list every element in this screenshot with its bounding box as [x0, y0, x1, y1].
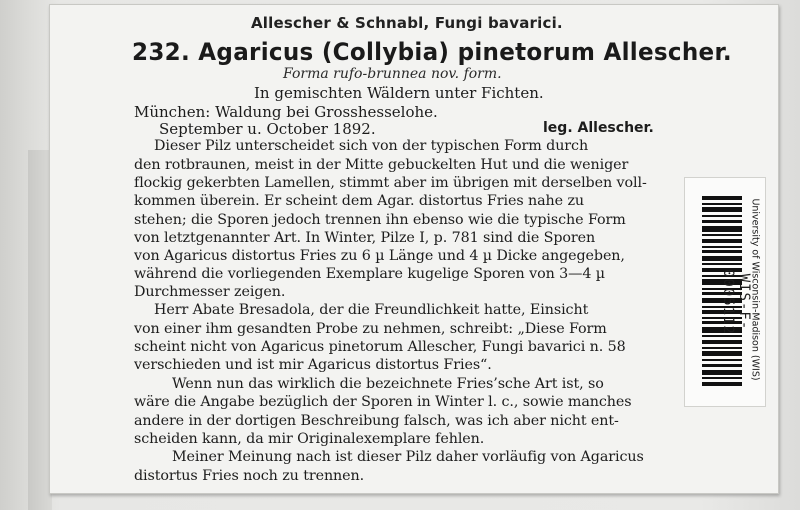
body-line: während die vorliegenden Exemplare kugelige Sporen von 3—4 µ — [134, 266, 605, 282]
catalog-number: WIS-F-0005112 — [720, 268, 752, 335]
label-header: Allescher & Schnabl, Fungi bavarici. — [251, 14, 563, 32]
species-title: 232. Agaricus (Collybia) pinetorum Allescher. — [132, 38, 732, 66]
body-line: Wenn nun das wirklich die bezeichnete Fries’sche Art ist, so — [172, 376, 604, 392]
body-line: Herr Abate Bresadola, der die Freundlichkeit hatte, Einsicht — [154, 302, 589, 318]
body-line: Durchmesser zeigen. — [134, 284, 286, 300]
body-line: von letztgenannter Art. In Winter, Pilze I, p. 781 sind die Sporen — [134, 230, 596, 246]
institution-name: University of Wisconsin-Madison (WIS) — [749, 198, 761, 381]
body-line: distortus Fries noch zu trennen. — [134, 468, 365, 484]
forma-line: Forma rufo-brunnea nov. form. — [283, 66, 502, 82]
body-line: von einer ihm gesandten Probe zu nehmen, schreibt: „Diese Form — [134, 321, 607, 337]
body-line: von Agaricus distortus Fries zu 6 µ Länge und 4 µ Dicke angegeben, — [134, 248, 625, 264]
body-line: Meiner Meinung nach ist dieser Pilz daher vorläufig von Agaricus — [172, 449, 644, 465]
locality-line: München: Waldung bei Grosshesselohe. — [134, 103, 438, 121]
body-line: verschieden und ist mir Agaricus distortus Fries“. — [134, 357, 492, 373]
body-line: den rotbraunen, meist in der Mitte gebuckelten Hut und die weniger — [134, 157, 629, 173]
body-line: scheint nicht von Agaricus pinetorum Allescher, Fungi bavarici n. 58 — [134, 339, 626, 355]
body-line: flockig gekerbten Lamellen, stimmt aber im übrigen mit derselben voll- — [134, 175, 647, 191]
habitat-line: In gemischten Wäldern unter Fichten. — [254, 84, 544, 102]
body-line: wäre die Angabe bezüglich der Sporen in Winter l. c., sowie manches — [134, 394, 632, 410]
body-line: kommen überein. Er scheint dem Agar. distortus Fries nahe zu — [134, 193, 584, 209]
body-line: Dieser Pilz unterscheidet sich von der typischen Form durch — [154, 138, 589, 154]
body-line: andere in der dortigen Beschreibung falsch, was ich aber nicht ent- — [134, 413, 619, 429]
body-line: stehen; die Sporen jedoch trennen ihn ebenso wie die typische Form — [134, 212, 626, 228]
date-line: September u. October 1892. — [159, 120, 376, 138]
body-line: scheiden kann, da mir Originalexemplare fehlen. — [134, 431, 485, 447]
collector-line: leg. Allescher. — [543, 120, 654, 136]
